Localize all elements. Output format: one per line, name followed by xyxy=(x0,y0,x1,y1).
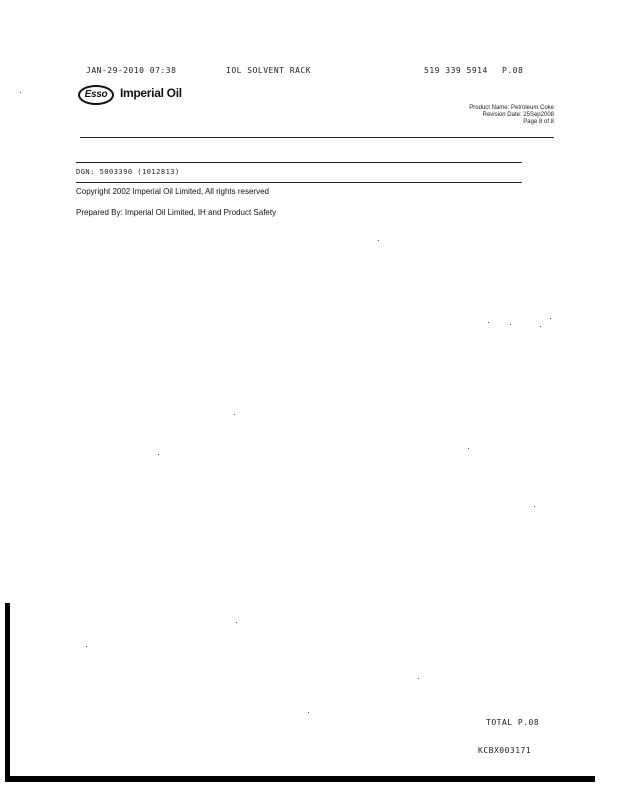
scan-speck xyxy=(540,326,541,327)
bates-number: KCBX003171 xyxy=(478,746,532,755)
dgn-bottom-rule xyxy=(76,182,522,183)
scan-speck xyxy=(158,454,159,455)
fax-phone: 519 339 5914 xyxy=(424,66,488,75)
page-of: Page 8 of 8 xyxy=(523,119,554,125)
scan-edge-left xyxy=(5,603,10,781)
imperial-oil-logo xyxy=(78,84,228,108)
product-name: Product Name: Petroleum Coke xyxy=(469,105,554,111)
company-name: Imperial Oil xyxy=(120,86,182,100)
dgn-top-rule xyxy=(76,162,522,163)
scan-speck xyxy=(550,318,551,319)
fax-total-pages: TOTAL P.08 xyxy=(486,718,540,727)
fax-sender: IOL SOLVENT RACK xyxy=(226,66,312,75)
scan-speck xyxy=(234,414,235,415)
scan-speck xyxy=(20,92,21,93)
scan-speck xyxy=(308,712,309,713)
scan-speck xyxy=(510,324,511,325)
scan-speck xyxy=(378,240,379,241)
prepared-by: Prepared By: Imperial Oil Limited, IH and Product Safety xyxy=(76,208,277,217)
fax-page: P.08 xyxy=(502,66,524,75)
fax-datetime: JAN-29-2010 07:38 xyxy=(86,66,177,75)
scan-speck xyxy=(236,622,237,623)
scan-speck xyxy=(488,322,489,323)
revision-date: Revision Date: 25Sep2008 xyxy=(482,112,554,118)
product-info xyxy=(469,105,554,126)
scan-speck xyxy=(534,506,535,507)
esso-logo-icon: Esso xyxy=(78,85,114,105)
header-divider xyxy=(80,137,554,138)
scan-speck xyxy=(418,678,419,679)
copyright-line: Copyright 2002 Imperial Oil Limited, All rights reserved xyxy=(76,187,269,196)
scan-speck xyxy=(468,448,469,449)
scan-edge-bottom xyxy=(5,776,595,782)
dgn-number: DGN: 5003390 (1012813) xyxy=(76,168,180,176)
scan-speck xyxy=(86,646,87,647)
